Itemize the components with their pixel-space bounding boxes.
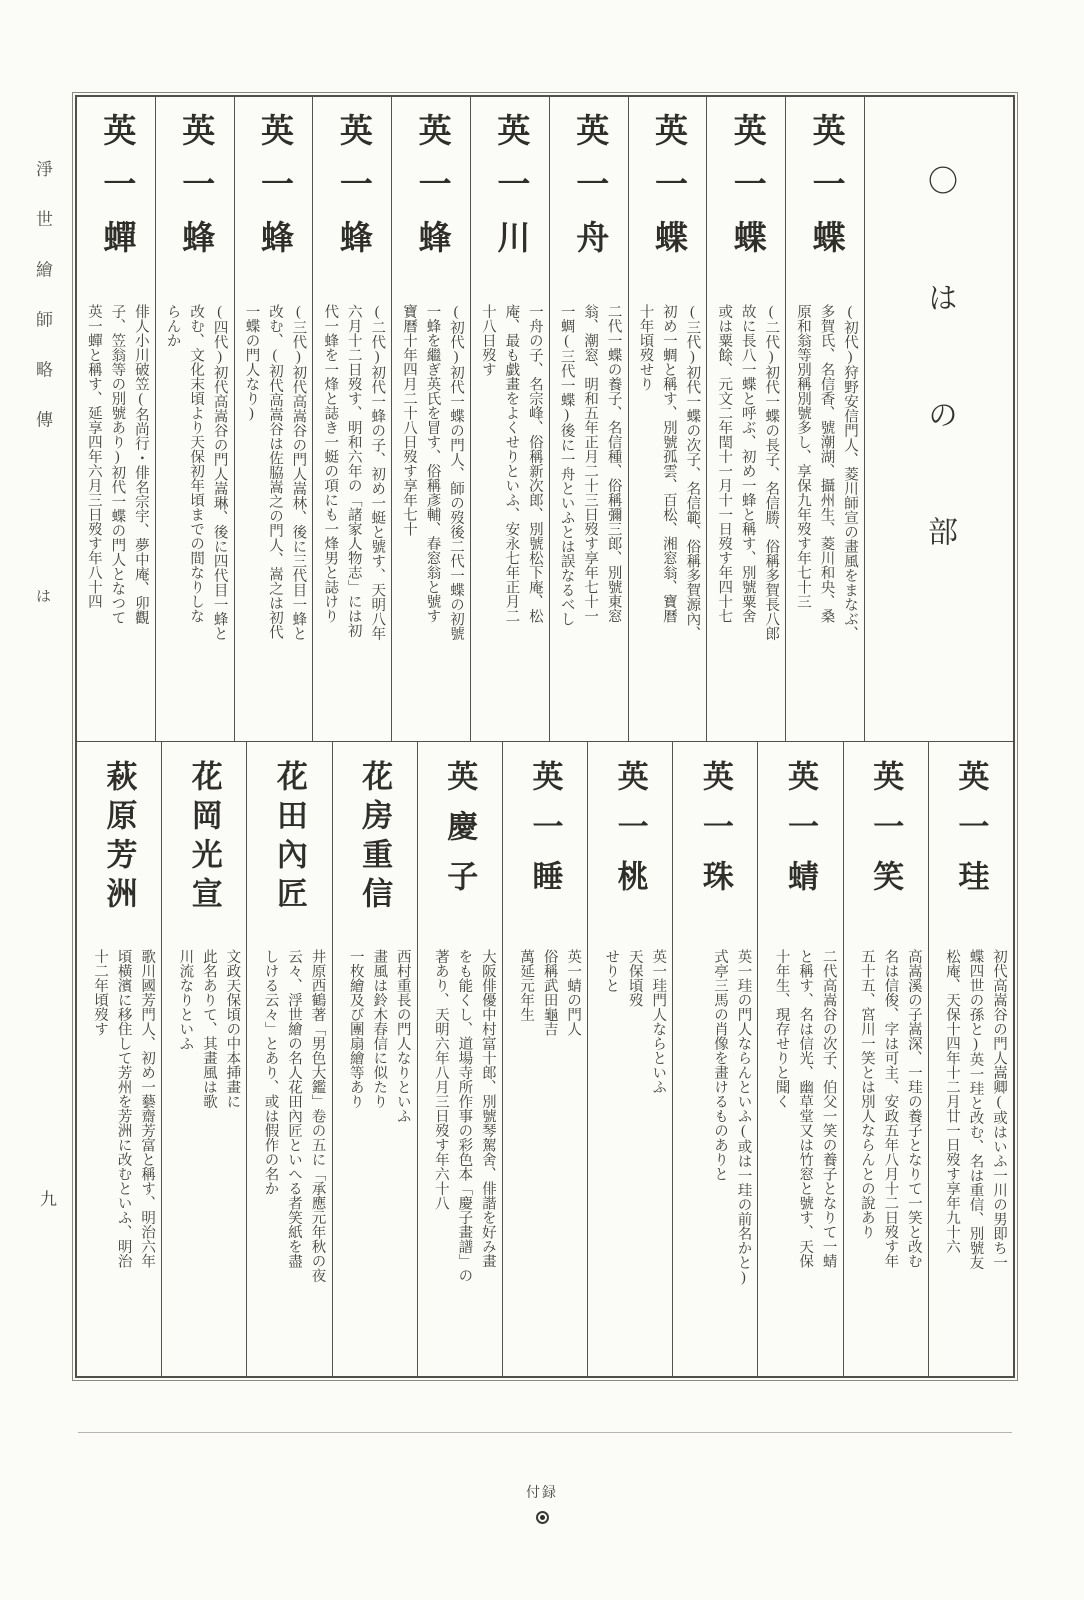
entry-column: [758, 742, 843, 1376]
entry-body-line: 天保頃歿: [626, 949, 643, 1007]
entry-body-line: しける云々」とあり、或は假作の名か: [262, 949, 279, 1196]
entry-body-line: 一蜩(三代一蝶)後に一舟といふとは誤なるべし: [558, 304, 575, 626]
entry-body-line: と稱す、名は信光、幽草堂又は竹窓と號す、天保: [797, 949, 814, 1268]
entry-body: [162, 947, 246, 1376]
entry-body-line: 庵、最も戯畫をよくせりといふ、安永七年正月二: [503, 304, 520, 623]
entry-body-line: 井原西鶴著「男色大鑑」卷の五に「承應元年秋の夜: [309, 949, 326, 1283]
entry-body-line: をも能くし、道場寺所作事の彩色本「慶子畫譜」の: [456, 949, 473, 1283]
page-footer: [0, 1482, 1084, 1524]
artist-name: 英一珪: [953, 760, 989, 911]
entry-body-line: 此名ありて、其畫風は歌: [200, 949, 217, 1109]
entry-body-line: 二代高嵩谷の次子、伯父一笑の養子となりて一蜻: [820, 949, 837, 1268]
entry-body: [707, 302, 785, 741]
entry-body-line: 一蝶の門人なり): [243, 304, 260, 422]
entry-body-line: 英一蜻の門人: [565, 949, 582, 1036]
entry-body-line: 川流なりといふ: [177, 949, 194, 1051]
entry-column: [673, 742, 758, 1376]
footer-divider: [78, 1432, 1012, 1433]
footer-label: 付録: [526, 1486, 558, 1501]
entry-body-line: (二代)初代一蝶の長子、名信勝、俗稱多賀長八郎: [763, 304, 780, 641]
artist-name: 英一蝶: [728, 113, 765, 274]
entry-body-line: (三代)初代一蝶の次子、名信範、俗稱多賀源內、: [684, 304, 701, 641]
entry-body: [156, 302, 234, 741]
entry-body-line: 一蜂を繼ぎ英氏を冒す、俗稱彥輔、春窓翁と號す: [424, 304, 441, 623]
entry-body-line: (四代)初代高嵩谷の門人嵩琳、後に四代目一蜂と: [211, 304, 228, 641]
entry-body-line: 畫風は鈴木春信に似たり: [371, 949, 388, 1109]
artist-name: 英一珠: [697, 760, 733, 911]
entry-column: [247, 742, 332, 1376]
artist-name: 萩原芳洲: [101, 760, 137, 917]
margin-book-title: 淨世繪師略傳: [33, 160, 52, 461]
artist-name: 英一蜂: [256, 113, 293, 274]
artist-name: 英一蜂: [177, 113, 214, 274]
entry-body-line: 俗稱武田龜吉: [541, 949, 558, 1036]
entry-body-line: 十二年頃歿す: [92, 949, 109, 1036]
artist-name: 花岡光宣: [186, 760, 222, 917]
entry-column: [929, 742, 1013, 1376]
artist-name: 英一桃: [612, 760, 648, 911]
entry-body-line: 子、笠翁等の別號あり)初代一蝶の門人となつて: [109, 304, 126, 625]
entry-body-line: (二代)初代一蜂の子、初め一蜓と號す、天明八年: [369, 304, 386, 641]
entry-body: [550, 302, 628, 741]
entry-column: [844, 742, 929, 1376]
entry-body-line: 俳人小川破笠(名尚行・俳名宗宇、夢中庵、卯觀: [132, 304, 149, 625]
entry-body: [333, 947, 417, 1376]
table-row-bottom: [77, 742, 1013, 1376]
entry-body-line: 蝶四世の孫と)英一珪と改む、名は重信、別號友: [967, 949, 984, 1270]
entry-body: [77, 947, 161, 1376]
artist-name: 英一蝶: [650, 113, 686, 274]
entry-column: [77, 97, 156, 741]
section-header: 〇はの部: [923, 165, 956, 633]
entry-body: [235, 302, 313, 741]
entry-body: [758, 947, 842, 1376]
entry-body: [673, 947, 757, 1376]
entry-body: [247, 947, 331, 1376]
entry-body-line: 英一珪の門人ならんといふ(或は一珪の前名かと): [735, 949, 752, 1286]
artist-name: 英慶子: [442, 760, 478, 911]
entry-body-line: 西村重長の門人なりといふ: [394, 949, 411, 1123]
entry-body: [588, 947, 672, 1376]
entry-body: [471, 302, 549, 741]
artist-name: 英一蟬: [98, 113, 135, 274]
entry-body-line: 頃橫濱に移住して芳州を芳洲に改むといふ、明治: [115, 949, 132, 1268]
entry-body-line: (初代)初代一蝶の門人、師の歿後二代一蝶の初號: [448, 304, 465, 641]
entry-body: [786, 302, 864, 741]
entry-body-line: 歌川國芳門人、初め一藝齋芳富と稱す、明治六年: [139, 949, 156, 1268]
entry-body-line: 一舟の子、名宗峰、俗稱新次郎、別號松下庵、松: [526, 304, 543, 623]
entry-column: [392, 97, 471, 741]
entry-column: [588, 742, 673, 1376]
entry-body-line: 或は粟餘、元文二年閏十一月十一日歿す年四十七: [716, 304, 733, 623]
entry-body-line: 五十五、宮川一笑とは別人ならんとの說あり: [858, 949, 875, 1239]
section-header-column: [865, 97, 1013, 741]
entry-body-line: 著あり、天明六年八月三日歿す年六十八: [432, 949, 449, 1210]
entry-body-line: 代一蜂を一烽と誌き一蜓の項にも一烽男と誌けり: [322, 304, 339, 623]
entry-body-line: 多賀氏、名信香、號潮湖、攝州生、菱川和央、桑: [818, 304, 835, 623]
entry-body-line: 初め一蜩と稱す、別號孤雲、百松、湘窓翁、寶曆: [660, 304, 677, 623]
artist-name: 英一蜻: [783, 760, 819, 911]
entry-column: [786, 97, 865, 741]
entry-body-line: せりと: [603, 949, 620, 993]
entry-column: [333, 742, 418, 1376]
entry-column: [550, 97, 629, 741]
artist-name: 花田內匠: [271, 760, 307, 917]
entry-column: [503, 742, 588, 1376]
page-number: 九: [40, 1190, 57, 1209]
entry-column: [162, 742, 247, 1376]
entries-table: [75, 95, 1015, 1378]
entry-column: [418, 742, 503, 1376]
entry-body-line: 英一蟬と稱す、延享四年六月三日歿す年八十四: [85, 304, 102, 609]
artist-name: 英一川: [492, 113, 529, 274]
entry-body-line: 翁、潮窓、明和五年正月二十三日歿す享年七十一: [582, 304, 599, 623]
entry-body-line: 萬延元年生: [518, 949, 535, 1022]
entry-body: [418, 947, 502, 1376]
entry-body: [77, 302, 155, 741]
entry-column: [313, 97, 392, 741]
entry-body-line: らんか: [164, 304, 181, 348]
entry-body-line: 式亭三馬の肖像を畫けるものありと: [711, 949, 728, 1181]
entry-body: [313, 302, 391, 741]
entry-column: [77, 742, 162, 1376]
entry-body-line: 云々、浮世繪の名人花田內匠といへる者笑紙を盡: [286, 949, 303, 1268]
margin-section-kana: は: [36, 589, 52, 605]
entry-body-line: 改む、文化末頃より天保初年頃までの間なりしな: [188, 304, 205, 623]
entry-body: [392, 302, 470, 741]
entry-body: [929, 947, 1013, 1376]
entry-body-line: 英一珪門人ならといふ: [650, 949, 667, 1094]
artist-name: 英一蝶: [807, 113, 844, 274]
table-row-top: [77, 97, 1013, 742]
entry-column: [707, 97, 786, 741]
artist-name: 英一蜂: [334, 113, 371, 274]
entry-body-line: 二代一蝶の養子、名信種、俗稱彌三郎、別號東窓: [605, 304, 622, 623]
entry-body-line: 高嵩溪の子嵩深、一珪の養子となりて一笑と改む: [905, 949, 922, 1268]
entry-column: [235, 97, 314, 741]
entry-column: [629, 97, 708, 741]
entry-body-line: 初代高嵩谷の門人嵩卿(或はいふ一川の男即ち一: [991, 949, 1007, 1270]
entry-body-line: (初代)狩野安信門人、菱川師宣の畫風をまなぶ、: [842, 304, 858, 641]
bullseye-icon: [536, 1511, 549, 1524]
entry-body-line: 十八日歿す: [479, 304, 496, 377]
entry-column: [156, 97, 235, 741]
artist-name: 英一舟: [571, 113, 608, 274]
artist-name: 花房重信: [357, 760, 393, 917]
entry-body-line: 改む、(初代高嵩谷は佐脇嵩之の門人、嵩之は初代: [266, 304, 283, 639]
entry-body: [844, 947, 928, 1376]
entry-body-line: 十年頃歿せり: [637, 304, 654, 391]
entry-body-line: 文政天保頃の中本挿畫に: [224, 949, 241, 1109]
entry-body-line: 原和翁等別稱別號多し、享保九年歿す年七十三: [795, 304, 812, 609]
artist-name: 英一蜂: [413, 113, 450, 274]
entry-body-line: 十年生、現存せりと聞く: [773, 949, 790, 1109]
artist-name: 英一笑: [868, 760, 904, 911]
entry-body-line: 一枚繪及び團扇繪等あり: [347, 949, 364, 1109]
entry-body: [629, 302, 707, 741]
entry-body-line: 名は信俊、字は可主、安政五年八月十二日歿す年: [882, 949, 899, 1268]
artist-name: 英一睡: [527, 760, 563, 911]
entry-body-line: 故に長八一蝶と呼ぶ、初め一蜂と稱す、別號粟舍: [739, 304, 756, 623]
entry-body: [503, 947, 587, 1376]
entry-body-line: 松庵、天保十四年十二月廿一日歿す享年九十六: [944, 949, 961, 1254]
entry-body-line: 大阪俳優中村富十郎、別號琴駕舍、俳諧を好み畫: [479, 949, 496, 1268]
entry-body-line: (三代)初代高嵩谷の門人嵩林、後に三代目一蜂と: [290, 304, 307, 641]
entry-column: [471, 97, 550, 741]
entry-body-line: 六月十二日歿す、明和六年の「諸家人物志」には初: [345, 304, 362, 638]
entry-body-line: 寶曆十年四月二十八日歿す享年七十: [401, 304, 418, 536]
